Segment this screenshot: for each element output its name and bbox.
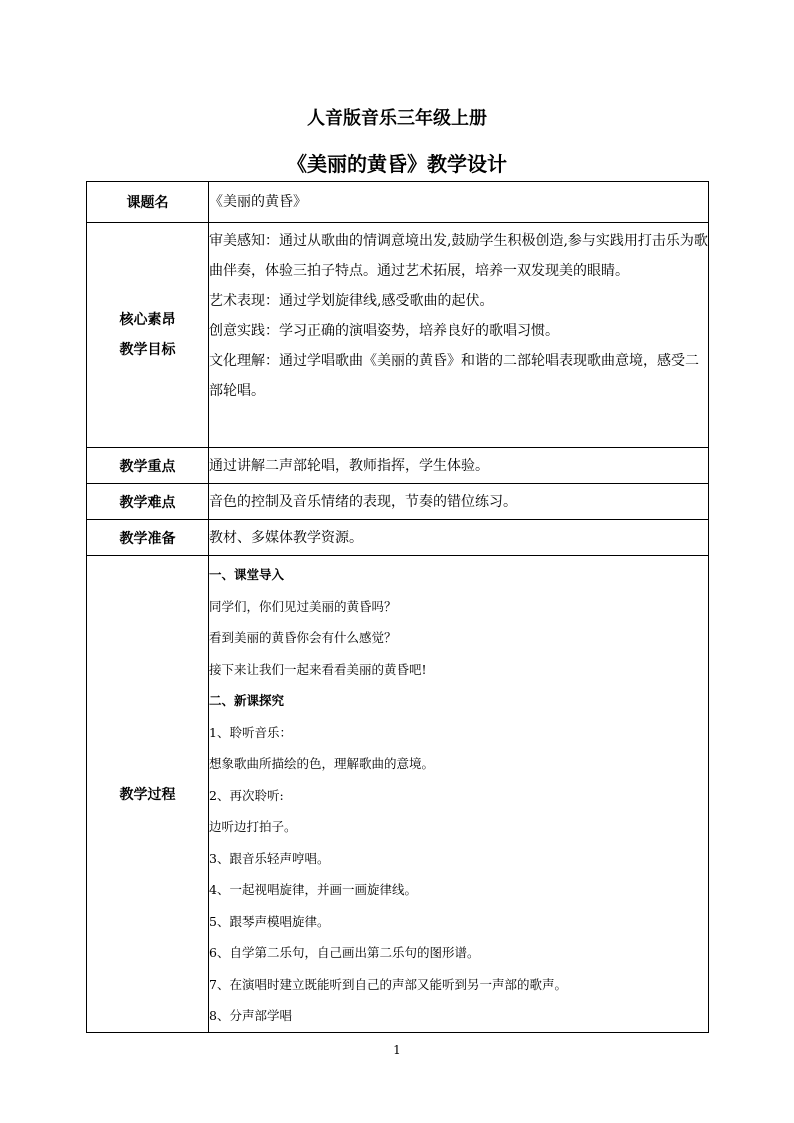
goal-paragraph: 创意实践：学习正确的演唱姿势，培养良好的歌唱习惯。 bbox=[209, 323, 559, 339]
document-subtitle: 《美丽的黄昏》教学设计 bbox=[287, 152, 507, 176]
lesson-plan-table bbox=[86, 181, 709, 1033]
table-row-preparation bbox=[87, 520, 709, 556]
process-line: 5、跟琴声模唱旋律。 bbox=[209, 913, 330, 929]
table-row-key-points bbox=[87, 448, 709, 484]
process-line: 7、在演唱时建立既能听到自己的声部又能听到另一声部的歌声。 bbox=[209, 976, 567, 992]
preparation-value: 教材、多媒体教学资源。 bbox=[209, 520, 709, 556]
process-line: 想象歌曲所描绘的色，理解歌曲的意境。 bbox=[209, 756, 435, 771]
table-row-goals bbox=[87, 223, 709, 448]
topic-label: 课题名 bbox=[87, 182, 209, 223]
process-line: 2、再次聆听: bbox=[209, 787, 284, 803]
process-line: 4、一起视唱旋律，并画一画旋律线。 bbox=[209, 882, 417, 897]
process-line: 8、分声部学唱 bbox=[209, 1008, 292, 1023]
goal-paragraph: 审美感知：通过从歌曲的情调意境出发,鼓励学生积极创造,参与实践用打击乐为歌曲伴奏，体验三拍子特点。通过艺术拓展，培养一双发现美的眼睛。 bbox=[209, 233, 708, 279]
topic-value: 《美丽的黄昏》 bbox=[209, 182, 709, 223]
goals-label-line2: 教学目标 bbox=[119, 342, 176, 358]
process-label: 教学过程 bbox=[87, 556, 209, 1033]
page-number: 1 bbox=[393, 1043, 401, 1057]
goals-label-line1: 核心素昂 bbox=[119, 312, 176, 328]
goals-label bbox=[87, 223, 209, 448]
difficulties-label: 教学难点 bbox=[87, 484, 209, 520]
process-content bbox=[209, 556, 709, 1033]
goal-paragraph: 文化理解：通过学唱歌曲《美丽的黄昏》和谐的二部轮唱表现歌曲意境，感受二部轮唱。 bbox=[209, 353, 699, 399]
process-line: 1、聆听音乐： bbox=[209, 724, 292, 740]
process-line: 同学们，你们见过美丽的黄昏吗？ bbox=[209, 598, 397, 614]
goal-paragraph: 艺术表现：通过学划旋律线,感受歌曲的起伏。 bbox=[209, 293, 494, 309]
process-line: 3、跟音乐轻声哼唱。 bbox=[209, 850, 330, 866]
table-row-topic bbox=[87, 182, 709, 223]
process-line: 接下来让我们一起来看看美丽的黄昏吧! bbox=[209, 661, 427, 677]
document-title: 人音版音乐三年级上册 bbox=[307, 108, 487, 129]
key-points-value: 通过讲解二声部轮唱，教师指挥，学生体验。 bbox=[209, 448, 709, 484]
process-line: 6、自学第二乐句，自己画出第二乐句的图形谱。 bbox=[209, 945, 480, 960]
process-line: 边听边打拍子。 bbox=[209, 819, 297, 834]
goals-content bbox=[209, 223, 709, 448]
table-row-difficulties bbox=[87, 484, 709, 520]
process-section-heading: 一、课堂导入 bbox=[209, 567, 285, 582]
key-points-label: 教学重点 bbox=[87, 448, 209, 484]
process-section-heading: 二、新课探究 bbox=[209, 693, 285, 708]
table-row-process bbox=[87, 556, 709, 1033]
difficulties-value: 音色的控制及音乐情绪的表现，节奏的错位练习。 bbox=[209, 484, 709, 520]
process-line: 看到美丽的黄昏你会有什么感觉？ bbox=[209, 630, 397, 645]
preparation-label: 教学准备 bbox=[87, 520, 209, 556]
